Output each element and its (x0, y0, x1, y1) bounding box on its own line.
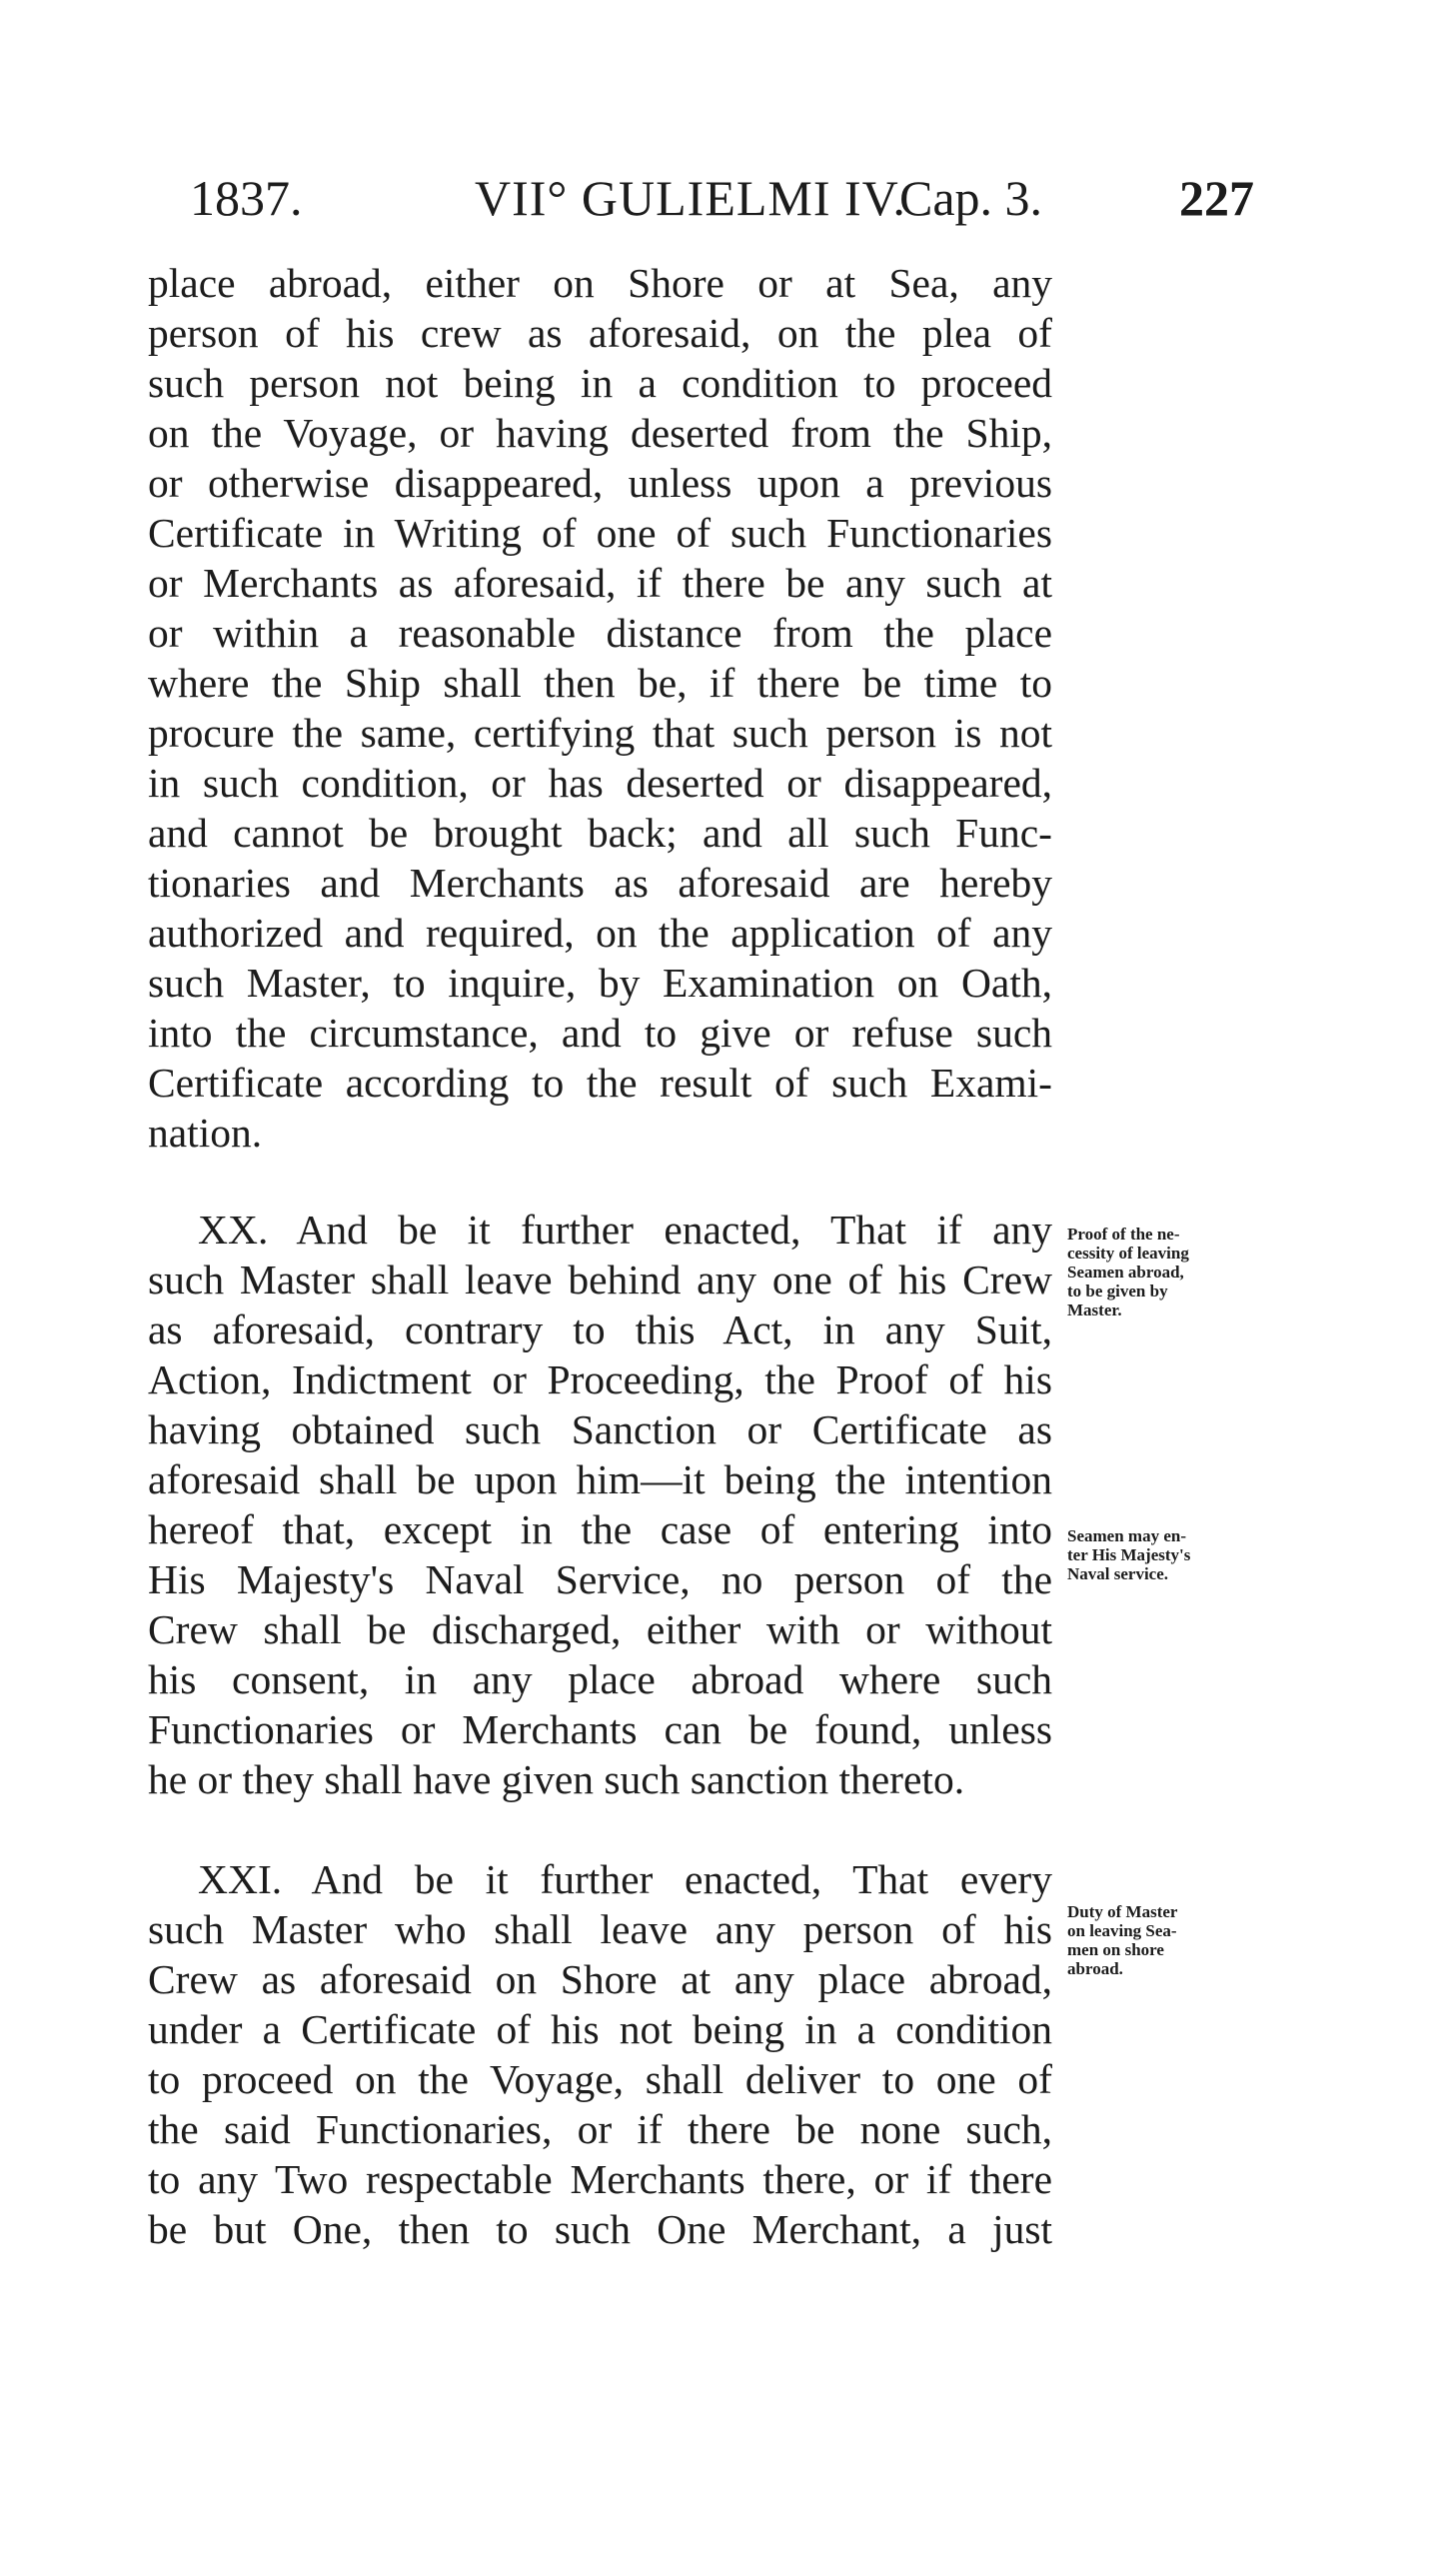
paragraph-continued (148, 258, 1052, 1158)
margin-note-naval-service (1067, 1526, 1267, 1583)
margin-note-line: cessity of leaving (1067, 1244, 1189, 1263)
text-line: such person not being in a condition to proceed (148, 360, 1052, 406)
section-xx (148, 1205, 1052, 1804)
text-line: person of his crew as aforesaid, on the plea of (148, 310, 1052, 356)
margin-note-line: on leaving Sea- (1067, 1921, 1177, 1940)
text-line: tionaries and Merchants as aforesaid are hereby (148, 860, 1052, 906)
header-title: VII° GULIELMI IV. (475, 170, 906, 226)
text-line: or Merchants as aforesaid, if there be any such at (148, 560, 1052, 606)
text-line: Functionaries or Merchants can be found, unless (148, 1706, 1052, 1752)
margin-note-line: abroad. (1067, 1959, 1123, 1978)
text-line: or otherwise disappeared, unless upon a previous (148, 460, 1052, 506)
text-line: as aforesaid, contrary to this Act, in any Suit, (148, 1306, 1052, 1352)
margin-note-line: Seamen abroad, (1067, 1263, 1184, 1282)
header-year: 1837. (190, 170, 303, 226)
text-line: Crew as aforesaid on Shore at any place abroad, (148, 1956, 1052, 2002)
margin-note-duty-of-master (1067, 1902, 1267, 1978)
text-line: to proceed on the Voyage, shall deliver to one of (148, 2056, 1052, 2102)
margin-note-line: Master. (1067, 1300, 1122, 1319)
text-line: place abroad, either on Shore or at Sea, any (148, 260, 1052, 306)
text-line: on the Voyage, or having deserted from the Ship, (148, 410, 1052, 456)
text-line: XX. And be it further enacted, That if any (198, 1207, 1052, 1253)
text-line: Action, Indictment or Proceeding, the Proof of his (148, 1356, 1052, 1402)
text-line: he or they shall have given such sanction thereto. (148, 1756, 965, 1802)
text-line: under a Certificate of his not being in a condition (148, 2006, 1052, 2052)
margin-note-proof (1067, 1225, 1267, 1319)
margin-note-line: Proof of the ne- (1067, 1225, 1180, 1244)
section-xxi (148, 1854, 1052, 2254)
text-line: aforesaid shall be upon him—it being the intention (148, 1456, 1052, 1502)
text-line: and cannot be brought back; and all such Func- (148, 810, 1052, 856)
text-line: authorized and required, on the application of any (148, 910, 1052, 956)
header-chapter: Cap. 3. (899, 170, 1043, 226)
text-line: such Master shall leave behind any one of his Crew (148, 1257, 1052, 1302)
text-line: procure the same, certifying that such person is not (148, 710, 1052, 756)
text-line: to any Two respectable Merchants there, or if there (148, 2156, 1052, 2202)
text-line: nation. (148, 1110, 263, 1156)
margin-note-line: Duty of Master (1067, 1902, 1178, 1921)
margin-note-line: Seamen may en- (1067, 1526, 1186, 1545)
text-line: Crew shall be discharged, either with or without (148, 1606, 1052, 1652)
text-line: where the Ship shall then be, if there be time to (148, 660, 1052, 706)
text-line: His Majesty's Naval Service, no person of the (148, 1556, 1052, 1602)
text-line: his consent, in any place abroad where such (148, 1656, 1052, 1702)
running-header (190, 168, 1254, 228)
text-line: Certificate according to the result of such Exami- (148, 1060, 1052, 1106)
text-line: hereof that, except in the case of entering into (148, 1506, 1052, 1552)
text-line: in such condition, or has deserted or disappeared, (148, 760, 1052, 806)
margin-note-line: men on shore (1067, 1940, 1164, 1959)
text-line: into the circumstance, and to give or refuse such (148, 1010, 1052, 1056)
margin-note-line: to be given by (1067, 1282, 1168, 1300)
text-line: such Master who shall leave any person of his (148, 1906, 1052, 1952)
text-line: XXI. And be it further enacted, That every (198, 1856, 1052, 1902)
text-line: the said Functionaries, or if there be none such, (148, 2106, 1052, 2152)
text-line: having obtained such Sanction or Certificate as (148, 1406, 1052, 1452)
text-line: be but One, then to such One Merchant, a just (148, 2206, 1052, 2252)
margin-note-line: Naval service. (1067, 1564, 1169, 1583)
page-number: 227 (1179, 170, 1254, 226)
text-line: or within a reasonable distance from the place (148, 610, 1052, 656)
margin-note-line: ter His Majesty's (1067, 1545, 1191, 1564)
text-line: such Master, to inquire, by Examination on Oath, (148, 960, 1052, 1006)
text-line: Certificate in Writing of one of such Functionaries (148, 510, 1052, 556)
